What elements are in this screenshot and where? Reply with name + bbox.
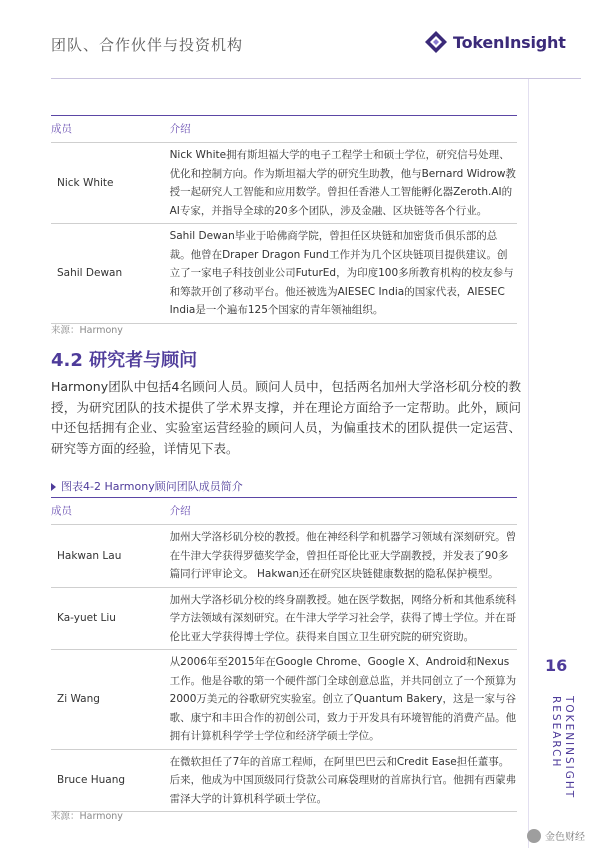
member-name: Sahil Dewan bbox=[51, 224, 170, 324]
caption-text: 图表4-2 Harmony顾问团队成员简介 bbox=[61, 480, 243, 493]
table-row bbox=[51, 587, 517, 650]
section-heading: 4.2 研究者与顾问 bbox=[51, 350, 198, 371]
team-table bbox=[51, 115, 517, 324]
member-intro: 加州大学洛杉矶分校的终身副教授。她在医学数据，网络分析和其他系统科学方法领域有深刻研究。在牛津大学学习社会学，获得了博士学位。并在哥伦比亚大学获得博士学位。获得来自国立卫生研究院的研究资助。 bbox=[170, 587, 517, 650]
table-header-row bbox=[51, 116, 517, 143]
table-row bbox=[51, 525, 517, 588]
member-name: Zi Wang bbox=[51, 650, 170, 750]
member-intro: Nick White拥有斯坦福大学的电子工程学士和硕士学位，研究信号处理、优化和控制方向。作为斯坦福大学的研究生助教，他与Bernard Widrow教授一起研究人工智能和应用数学。曾担任香港人工智能孵化器Zeroth.AI的AI专家，并指导全球的20多个团队，涉及金融、区块链等各个行业。 bbox=[170, 143, 517, 224]
figure-caption bbox=[51, 478, 243, 494]
vertical-brand-text: TOKENINSIGHT RESEARCH bbox=[550, 696, 575, 800]
member-intro: Sahil Dewan毕业于哈佛商学院，曾担任区块链和加密货币俱乐部的总裁。他曾在Draper Dragon Fund工作并为几个区块链项目提供建议。创立了一家电子科技创业公司FuturEd，为印度100多所教育机构的校友参与和筹款开创了移动平台。他还被选为AIESEC India的国家代表，AIESEC India是一个遍布125个国家的青年领袖组织。 bbox=[170, 224, 517, 324]
member-name: Bruce Huang bbox=[51, 749, 170, 812]
watermark-logo-icon bbox=[527, 829, 541, 843]
watermark bbox=[527, 828, 585, 843]
member-name: Hakwan Lau bbox=[51, 525, 170, 588]
member-name: Nick White bbox=[51, 143, 170, 224]
source-note: 来源：Harmony bbox=[51, 811, 123, 822]
member-intro: 加州大学洛杉矶分校的教授。他在神经科学和机器学习领域有深刻研究。曾在牛津大学获得罗德奖学金，曾担任哥伦比亚大学副教授，并发表了90多篇同行评审论文。 Hakwan还在研究区块链健康数据的隐私保护模型。 bbox=[170, 525, 517, 588]
logo-icon bbox=[424, 30, 448, 54]
page-number: 16 bbox=[545, 656, 568, 675]
section-paragraph: Harmony团队中包括4名顾问人员。顾问人员中，包括两名加州大学洛杉矶分校的教授，为研究团队的技术提供了学术界支撑，并在理论方面给予一定帮助。此外，顾问中还包括拥有企业、实验室运营经验的顾问人员，为偏重技术的团队提供一定运营、研究等方面的经验，详情见下表。 bbox=[51, 379, 521, 456]
logo-text: TokenInsight bbox=[453, 32, 566, 52]
source-note: 来源：Harmony bbox=[51, 325, 123, 336]
col-header-intro: 介绍 bbox=[170, 116, 517, 143]
member-name: Ka-yuet Liu bbox=[51, 587, 170, 650]
col-header-intro: 介绍 bbox=[170, 498, 517, 525]
watermark-text: 金色财经 bbox=[545, 832, 585, 843]
table-row bbox=[51, 224, 517, 324]
advisor-table bbox=[51, 497, 517, 812]
sidebar-divider bbox=[528, 79, 529, 848]
col-header-member: 成员 bbox=[51, 116, 170, 143]
table-row bbox=[51, 749, 517, 812]
table-header-row bbox=[51, 498, 517, 525]
col-header-member: 成员 bbox=[51, 498, 170, 525]
header-rule bbox=[51, 78, 581, 79]
caption-triangle-icon bbox=[51, 483, 56, 491]
table-row bbox=[51, 143, 517, 224]
member-intro: 从2006年至2015年在Google Chrome、Google X、Android和Nexus工作。他是谷歌的第一个硬件部门全球创意总监，并共同创立了一个预算为2000万美元的谷歌研究实验室。创立了Quantum Bakery，这是一家与谷歌、康宁和丰田合作的初创公司，致力于开发具有环境智能的消费产品。他拥有计算机科学学士学位和经济学硕士学位。 bbox=[170, 650, 517, 750]
brand-logo bbox=[424, 30, 566, 54]
header-title: 团队、合作伙伴与投资机构 bbox=[51, 36, 244, 54]
member-intro: 在微软担任了7年的首席工程师，在阿里巴巴云和Credit Ease担任董事。后来，他成为中国顶级同行贷款公司麻袋理财的首席执行官。他拥有西蒙弗雷泽大学的计算机科学硕士学位。 bbox=[170, 749, 517, 812]
table-row bbox=[51, 650, 517, 750]
